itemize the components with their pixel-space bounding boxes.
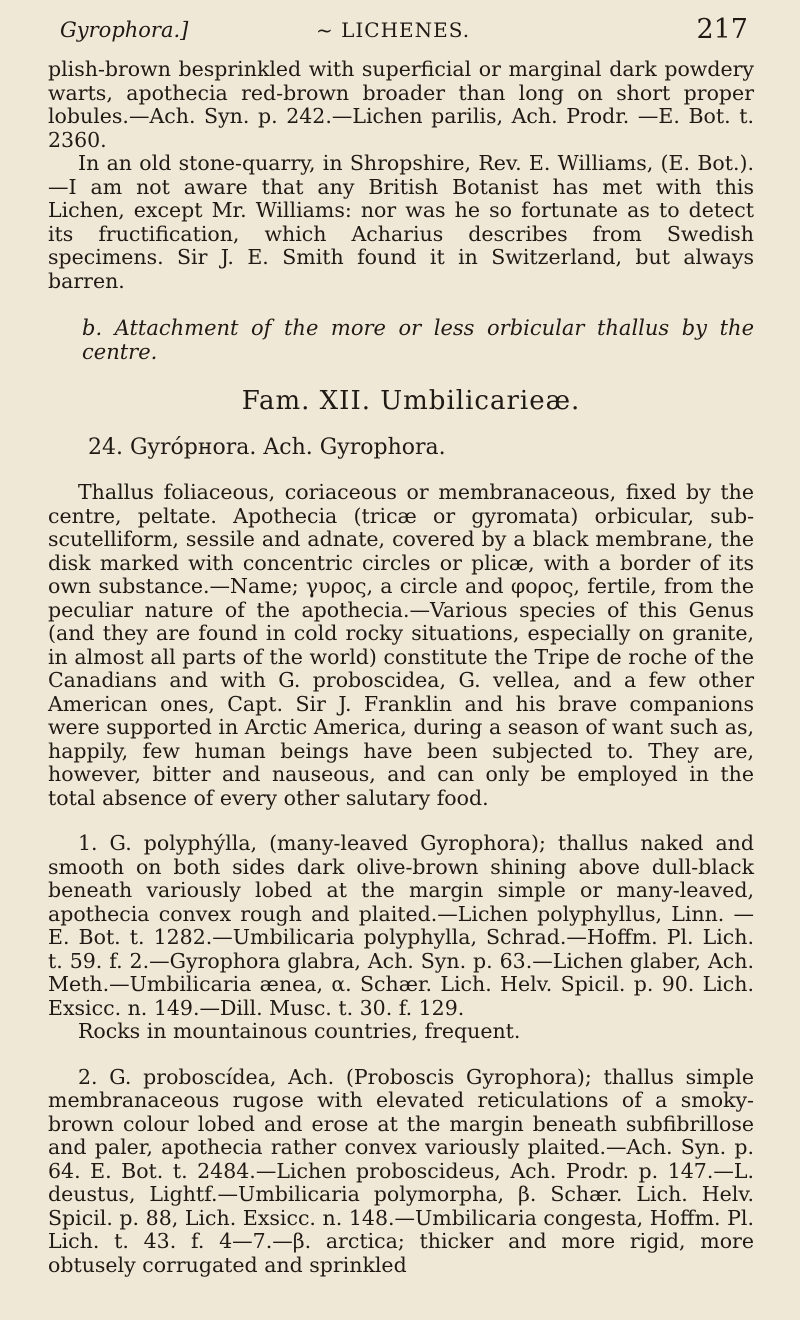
species-1-habitat: Rocks in mountainous countries, frequent. [78, 1019, 521, 1043]
genus-heading: 24. Gyrópнora. Ach. Gyrophora. [88, 434, 446, 460]
paragraph-continuation: plish-brown besprinkled with superficial or marginal dark powdery warts, apothecia red-brown broader than long on short proper lobules.—Ach. Syn. p. 242.—Lichen parilis, Ach. Prodr. —E. Bot. t. 2360. [48, 57, 754, 152]
running-head-genus: Gyrophora.] [60, 18, 189, 42]
section-heading-b: b. Attachment of the more or less orbicular thallus by the centre. [82, 316, 754, 364]
genus-description: Thallus foliaceous, coriaceous or membranaceous, fixed by the centre, peltate. Apothecia (tricæ or gyromata) orbicular, sub-scutelliform, sessile and adnate, covered by a black membrane, the disk marked with concentric circles or plicæ, with a border of its own substance.—Name; γυρος, a circle and φορος, fertile, from the peculiar nature of the apothecia.—Various species of this Genus (and they are found in cold rocky situations, especially on granite, in almost all parts of the world) constitute the Tripe de roche of the Canadians and with G. proboscidea, G. vellea, and a few other American ones, Capt. Sir J. Franklin and his brave companions were supported in Arctic America, during a season of want such as, happily, few human beings have been subjected to. They are, however, bitter and nauseous, and can only be employed in the total absence of every other salutary food. [48, 480, 754, 810]
family-heading: Fam. XII. Umbilicariеæ. [241, 386, 581, 416]
paragraph-habitat-note: In an old stone-quarry, in Shropshire, Rev. E. Williams, (E. Bot.).—I am not aware that any British Botanist has met with this Lichen, except Mr. Williams: nor was he so fortunate as to detect its fructification, which Acharius describes from Swedish specimens. Sir J. E. Smith found it in Switzerland, but always barren. [48, 151, 754, 293]
species-2-description: 2. G. proboscídea, Ach. (Proboscis Gyrophora); thallus simple membranaceous rugose with elevated reticulations of a smoky-brown colour lobed and erose at the margin beneath subfibrillose and paler, apothecia rather convex variously plaited.—Ach. Syn. p. 64. E. Bot. t. 2484.—Lichen proboscideus, Ach. Prodr. p. 147.—L. deustus, Lightf.—Umbilicaria polymorpha, β. Schær. Lich. Helv. Spicil. p. 88, Lich. Exsicc. n. 148.—Umbilicaria congesta, Hoffm. Pl. Lich. t. 43. f. 4—7.—β. arctica; thicker and more rigid, more obtusely corrugated and sprinkled [48, 1064, 754, 1277]
running-head [48, 14, 754, 58]
page-number: 217 [696, 14, 748, 45]
running-head-title: ~ LICHENES. [316, 18, 471, 42]
species-1-description: 1. G. polyphýlla, (many-leaved Gyrophora); thallus naked and smooth on both sides dark olive-brown shining above dull-black beneath variously lobed at the margin simple or many-leaved, apothecia convex rough and plaited.—Lichen polyphyllus, Linn. —E. Bot. t. 1282.—Umbilicaria polyphylla, Schrad.—Hoffm. Pl. Lich. t. 59. f. 2.—Gyrophora glabra, Ach. Syn. p. 63.—Lichen glaber, Ach. Meth.—Umbilicaria ænea, α. Schær. Lich. Helv. Spicil. p. 90. Lich. Exsicc. n. 149.—Dill. Musc. t. 30. f. 129. [48, 831, 754, 1020]
